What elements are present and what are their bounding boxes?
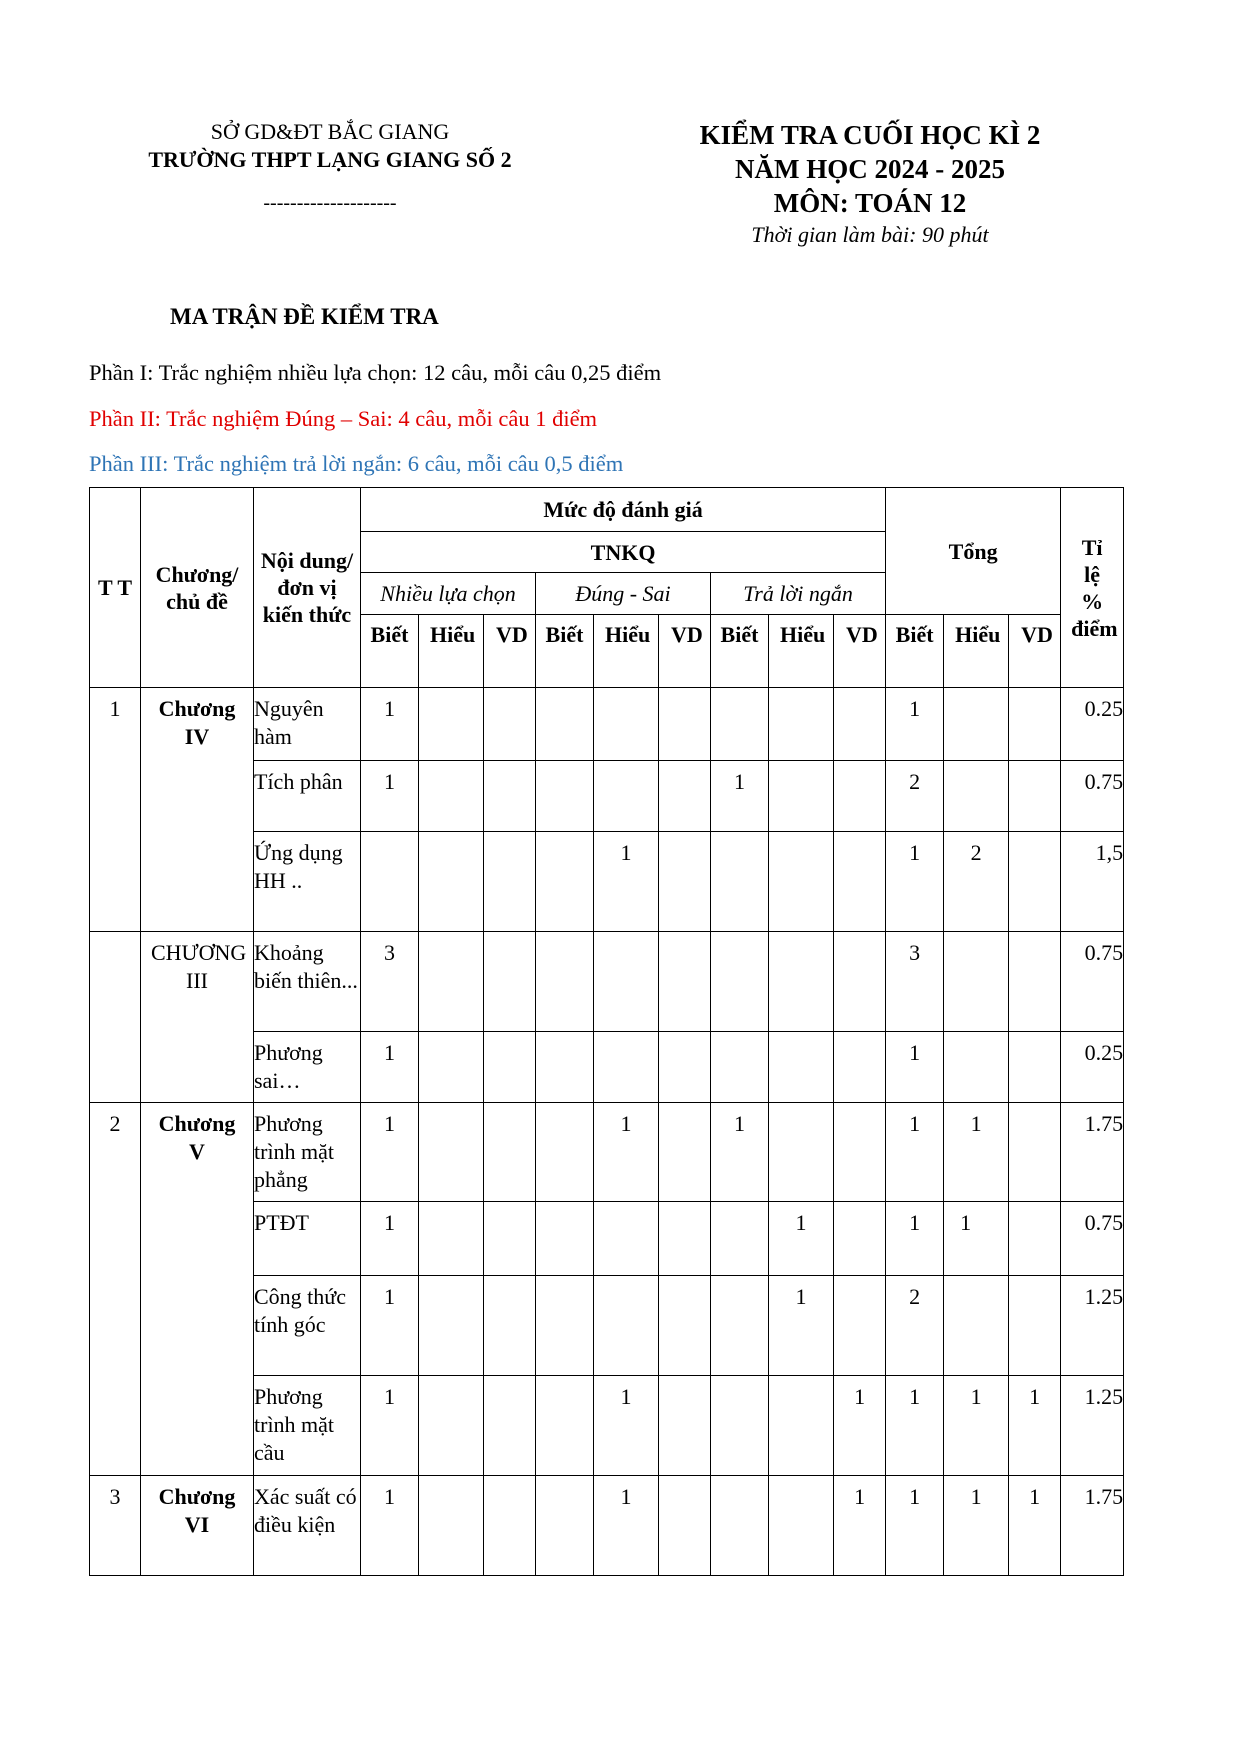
value-cell bbox=[659, 761, 711, 832]
value-cell bbox=[659, 1032, 711, 1103]
value-cell bbox=[1009, 1276, 1061, 1376]
value-cell bbox=[419, 1376, 484, 1476]
header-ratio: Tỉ lệ % điểm bbox=[1061, 488, 1124, 688]
value-cell: 1 bbox=[711, 761, 769, 832]
value-cell bbox=[711, 832, 769, 932]
value-cell bbox=[484, 688, 536, 761]
value-cell bbox=[484, 1032, 536, 1103]
header-vd-tln: VD bbox=[834, 615, 886, 688]
value-cell bbox=[594, 688, 659, 761]
header-vd-mc: VD bbox=[484, 615, 536, 688]
value-cell: 1 bbox=[886, 1032, 944, 1103]
table-row bbox=[90, 932, 1124, 1032]
content-cell: Ứng dụng HH .. bbox=[254, 832, 361, 932]
header-vd-total: VD bbox=[1009, 615, 1061, 688]
value-cell bbox=[769, 1476, 834, 1576]
value-cell bbox=[419, 1032, 484, 1103]
value-cell bbox=[711, 688, 769, 761]
value-cell bbox=[1009, 1032, 1061, 1103]
value-cell: 1 bbox=[834, 1376, 886, 1476]
value-cell bbox=[594, 1202, 659, 1276]
value-cell bbox=[659, 932, 711, 1032]
value-cell bbox=[944, 1276, 1009, 1376]
value-cell bbox=[594, 1276, 659, 1376]
value-cell: 2 bbox=[944, 832, 1009, 932]
row-number: 2 bbox=[90, 1103, 141, 1476]
value-cell: 1 bbox=[361, 761, 419, 832]
value-cell bbox=[419, 761, 484, 832]
value-cell bbox=[944, 1032, 1009, 1103]
value-cell bbox=[361, 832, 419, 932]
value-cell bbox=[536, 688, 594, 761]
content-cell: Công thức tính góc bbox=[254, 1276, 361, 1376]
value-cell bbox=[659, 1103, 711, 1202]
value-cell bbox=[834, 1103, 886, 1202]
content-cell: Phương trình mặt cầu bbox=[254, 1376, 361, 1476]
ratio-cell: 0.25 bbox=[1061, 688, 1124, 761]
value-cell bbox=[419, 832, 484, 932]
value-cell bbox=[659, 1202, 711, 1276]
value-cell bbox=[594, 761, 659, 832]
ratio-cell: 0.25 bbox=[1061, 1032, 1124, 1103]
value-cell bbox=[834, 1202, 886, 1276]
value-cell bbox=[536, 1103, 594, 1202]
ratio-cell: 1.75 bbox=[1061, 1476, 1124, 1576]
value-cell: 1 bbox=[594, 832, 659, 932]
value-cell bbox=[536, 1202, 594, 1276]
value-cell bbox=[484, 1103, 536, 1202]
value-cell bbox=[834, 1276, 886, 1376]
header-level: Mức độ đánh giá bbox=[361, 488, 886, 532]
value-cell bbox=[419, 688, 484, 761]
value-cell: 1 bbox=[361, 1103, 419, 1202]
table-row bbox=[90, 1476, 1124, 1576]
value-cell bbox=[711, 1202, 769, 1276]
value-cell bbox=[769, 832, 834, 932]
value-cell: 1 bbox=[886, 1103, 944, 1202]
value-cell: 3 bbox=[886, 932, 944, 1032]
table-row bbox=[90, 688, 1124, 761]
value-cell bbox=[484, 932, 536, 1032]
exam-time: Thời gian làm bài: 90 phút bbox=[751, 222, 989, 247]
value-cell: 1 bbox=[594, 1376, 659, 1476]
header-left bbox=[110, 118, 550, 215]
value-cell bbox=[536, 932, 594, 1032]
value-cell bbox=[536, 832, 594, 932]
content-cell: Xác suất có điều kiện bbox=[254, 1476, 361, 1576]
value-cell bbox=[536, 1476, 594, 1576]
value-cell: 1 bbox=[886, 688, 944, 761]
exam-title: KIỂM TRA CUỐI HỌC KÌ 2 bbox=[699, 120, 1041, 150]
value-cell: 2 bbox=[886, 761, 944, 832]
value-cell: 1 bbox=[834, 1476, 886, 1576]
value-cell: 1 bbox=[944, 1103, 1009, 1202]
assessment-matrix-table bbox=[89, 487, 1124, 1576]
header-hieu-total: Hiểu bbox=[944, 615, 1009, 688]
value-cell: 1 bbox=[361, 1276, 419, 1376]
value-cell: 1 bbox=[886, 1202, 944, 1276]
part-1-description: Phần I: Trắc nghiệm nhiều lựa chọn: 12 câu, mỗi câu 0,25 điểm bbox=[89, 360, 662, 385]
value-cell: 1 bbox=[1009, 1476, 1061, 1576]
header-biet-tln: Biết bbox=[711, 615, 769, 688]
value-cell: 1 bbox=[361, 1202, 419, 1276]
value-cell bbox=[834, 688, 886, 761]
value-cell: 1 bbox=[711, 1103, 769, 1202]
value-cell bbox=[1009, 932, 1061, 1032]
header-biet-mc: Biết bbox=[361, 615, 419, 688]
ratio-cell: 0.75 bbox=[1061, 932, 1124, 1032]
value-cell: 1 bbox=[944, 1202, 1009, 1276]
header-content: Nội dung/đơn vị kiến thức bbox=[254, 488, 361, 688]
value-cell bbox=[594, 932, 659, 1032]
content-cell: Tích phân bbox=[254, 761, 361, 832]
row-number bbox=[90, 932, 141, 1103]
value-cell bbox=[419, 1276, 484, 1376]
value-cell bbox=[536, 1276, 594, 1376]
value-cell: 1 bbox=[886, 832, 944, 932]
value-cell bbox=[659, 1476, 711, 1576]
value-cell: 1 bbox=[886, 1376, 944, 1476]
row-number: 3 bbox=[90, 1476, 141, 1576]
header-biet-total: Biết bbox=[886, 615, 944, 688]
value-cell bbox=[536, 1376, 594, 1476]
value-cell: 3 bbox=[361, 932, 419, 1032]
header-total: Tổng bbox=[886, 488, 1061, 615]
value-cell: 1 bbox=[886, 1476, 944, 1576]
header-multiple-choice: Nhiều lựa chọn bbox=[361, 573, 536, 615]
content-cell: Phương trình mặt phẳng bbox=[254, 1103, 361, 1202]
chapter-cell: Chương IV bbox=[141, 688, 254, 932]
content-cell: Phương sai… bbox=[254, 1032, 361, 1103]
header-tnkq: TNKQ bbox=[361, 532, 886, 573]
value-cell: 1 bbox=[361, 1032, 419, 1103]
value-cell: 1 bbox=[361, 688, 419, 761]
value-cell bbox=[484, 832, 536, 932]
value-cell: 1 bbox=[769, 1276, 834, 1376]
value-cell: 1 bbox=[594, 1103, 659, 1202]
value-cell bbox=[536, 761, 594, 832]
value-cell bbox=[659, 1376, 711, 1476]
ratio-cell: 1.25 bbox=[1061, 1376, 1124, 1476]
value-cell bbox=[769, 1103, 834, 1202]
value-cell bbox=[484, 761, 536, 832]
ratio-cell: 0.75 bbox=[1061, 1202, 1124, 1276]
value-cell: 1 bbox=[594, 1476, 659, 1576]
value-cell bbox=[419, 1202, 484, 1276]
ratio-cell: 1.75 bbox=[1061, 1103, 1124, 1202]
value-cell bbox=[944, 932, 1009, 1032]
matrix-title: MA TRẬN ĐỀ KIỂM TRA bbox=[170, 304, 439, 329]
header-chapter: Chương/ chủ đề bbox=[141, 488, 254, 688]
header-short-answer: Trả lời ngắn bbox=[711, 573, 886, 615]
value-cell bbox=[419, 1476, 484, 1576]
value-cell bbox=[536, 1032, 594, 1103]
value-cell bbox=[659, 688, 711, 761]
content-cell: Nguyên hàm bbox=[254, 688, 361, 761]
value-cell bbox=[769, 761, 834, 832]
value-cell: 2 bbox=[886, 1276, 944, 1376]
row-number: 1 bbox=[90, 688, 141, 932]
ratio-cell: 1.25 bbox=[1061, 1276, 1124, 1376]
content-cell: PTĐT bbox=[254, 1202, 361, 1276]
value-cell bbox=[769, 688, 834, 761]
value-cell bbox=[834, 832, 886, 932]
chapter-cell: Chương V bbox=[141, 1103, 254, 1476]
header-hieu-mc: Hiểu bbox=[419, 615, 484, 688]
value-cell bbox=[711, 1032, 769, 1103]
value-cell bbox=[1009, 1202, 1061, 1276]
header-right bbox=[650, 118, 1090, 250]
value-cell: 1 bbox=[944, 1376, 1009, 1476]
header-true-false: Đúng - Sai bbox=[536, 573, 711, 615]
value-cell bbox=[659, 832, 711, 932]
value-cell bbox=[834, 761, 886, 832]
value-cell bbox=[711, 932, 769, 1032]
chapter-cell: CHƯƠNG III bbox=[141, 932, 254, 1103]
school-year: NĂM HỌC 2024 - 2025 bbox=[735, 154, 1005, 184]
subject: MÔN: TOÁN 12 bbox=[773, 188, 967, 218]
value-cell bbox=[1009, 832, 1061, 932]
value-cell bbox=[769, 1032, 834, 1103]
value-cell bbox=[484, 1376, 536, 1476]
value-cell bbox=[711, 1376, 769, 1476]
value-cell bbox=[419, 932, 484, 1032]
value-cell: 1 bbox=[361, 1476, 419, 1576]
chapter-cell: Chương VI bbox=[141, 1476, 254, 1576]
value-cell bbox=[711, 1476, 769, 1576]
value-cell: 1 bbox=[361, 1376, 419, 1476]
value-cell bbox=[944, 761, 1009, 832]
header-vd-ds: VD bbox=[659, 615, 711, 688]
ratio-cell: 0.75 bbox=[1061, 761, 1124, 832]
part-2-description: Phần II: Trắc nghiệm Đúng – Sai: 4 câu, mỗi câu 1 điểm bbox=[89, 406, 598, 431]
value-cell: 1 bbox=[1009, 1376, 1061, 1476]
value-cell bbox=[1009, 761, 1061, 832]
value-cell bbox=[1009, 1103, 1061, 1202]
value-cell bbox=[769, 1376, 834, 1476]
part-3-description: Phần III: Trắc nghiệm trả lời ngắn: 6 câu, mỗi câu 0,5 điểm bbox=[89, 451, 624, 476]
header-biet-ds: Biết bbox=[536, 615, 594, 688]
value-cell bbox=[484, 1276, 536, 1376]
value-cell bbox=[659, 1276, 711, 1376]
value-cell: 1 bbox=[769, 1202, 834, 1276]
value-cell bbox=[834, 1032, 886, 1103]
value-cell bbox=[1009, 688, 1061, 761]
value-cell bbox=[769, 932, 834, 1032]
value-cell bbox=[594, 1032, 659, 1103]
header-hieu-ds: Hiểu bbox=[594, 615, 659, 688]
value-cell bbox=[484, 1476, 536, 1576]
value-cell bbox=[711, 1276, 769, 1376]
separator-line: -------------------- bbox=[263, 192, 397, 214]
value-cell bbox=[419, 1103, 484, 1202]
department-name: SỞ GD&ĐT BẮC GIANG bbox=[210, 119, 450, 144]
table-row bbox=[90, 1103, 1124, 1202]
school-name: TRƯỜNG THPT LẠNG GIANG SỐ 2 bbox=[148, 147, 512, 172]
value-cell bbox=[944, 688, 1009, 761]
value-cell bbox=[484, 1202, 536, 1276]
header-tt: T T bbox=[90, 488, 141, 688]
value-cell: 1 bbox=[944, 1476, 1009, 1576]
content-cell: Khoảng biến thiên... bbox=[254, 932, 361, 1032]
ratio-cell: 1,5 bbox=[1061, 832, 1124, 932]
value-cell bbox=[834, 932, 886, 1032]
header-hieu-tln: Hiểu bbox=[769, 615, 834, 688]
